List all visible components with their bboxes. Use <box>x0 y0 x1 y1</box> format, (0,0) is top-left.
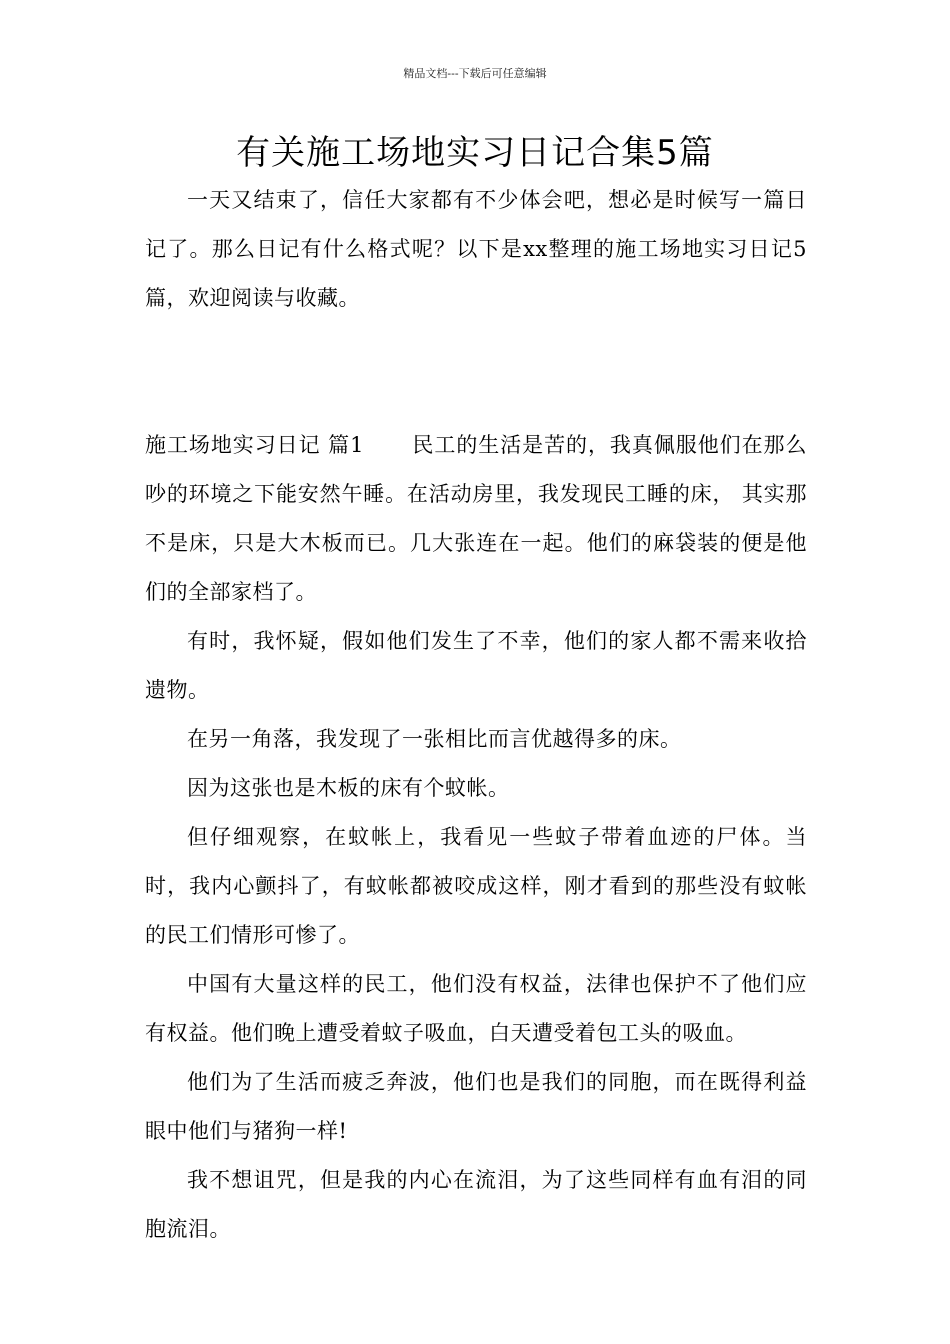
section-1-first-paragraph-text: 民工的生活是苦的，我真佩服他们在那么吵的环境之下能安然午睡。在活动房里，我发现民工睡的床， 其实那不是床，只是大木板而已。几大张连在一起。他们的麻袋装的便是他们的全部家档了。 <box>145 433 807 604</box>
paragraph: 在另一角落，我发现了一张相比而言优越得多的床。 <box>187 727 682 751</box>
paragraph: 因为这张也是木板的床有个蚊帐。 <box>187 776 510 800</box>
paragraph: 但仔细观察，在蚊帐上，我看见一些蚊子带着血迹的尸体。当时，我内心颤抖了，有蚊帐都被咬成这样，刚才看到的那些没有蚊帐的民工们情形可惨了。 <box>145 825 807 947</box>
document-title: 有关施工场地实习日记合集5篇 <box>236 133 714 173</box>
paragraph: 有时，我怀疑，假如他们发生了不幸，他们的家人都不需来收拾遗物。 <box>145 629 807 702</box>
section-spacer <box>145 323 807 421</box>
section-1-label: 施工场地实习日记 篇1 <box>145 433 364 457</box>
page-header: 精品文档---下载后可任意编辑 <box>403 67 547 80</box>
paragraph: 我不想诅咒，但是我的内心在流泪，为了这些同样有血有泪的同胞流泪。 <box>145 1168 807 1241</box>
section-1-first-paragraph <box>145 421 807 617</box>
paragraph: 他们为了生活而疲乏奔波，他们也是我们的同胞，而在既得利益眼中他们与猪狗一样! <box>145 1070 807 1143</box>
document-body <box>145 176 807 1254</box>
paragraph: 中国有大量这样的民工，他们没有权益，法律也保护不了他们应有权益。他们晚上遭受着蚊子吸血，白天遭受着包工头的吸血。 <box>145 972 807 1045</box>
intro-paragraph: 一天又结束了，信任大家都有不少体会吧，想必是时候写一篇日记了。那么日记有什么格式呢？以下是xx整理的施工场地实习日记5篇，欢迎阅读与收藏。 <box>145 188 807 310</box>
